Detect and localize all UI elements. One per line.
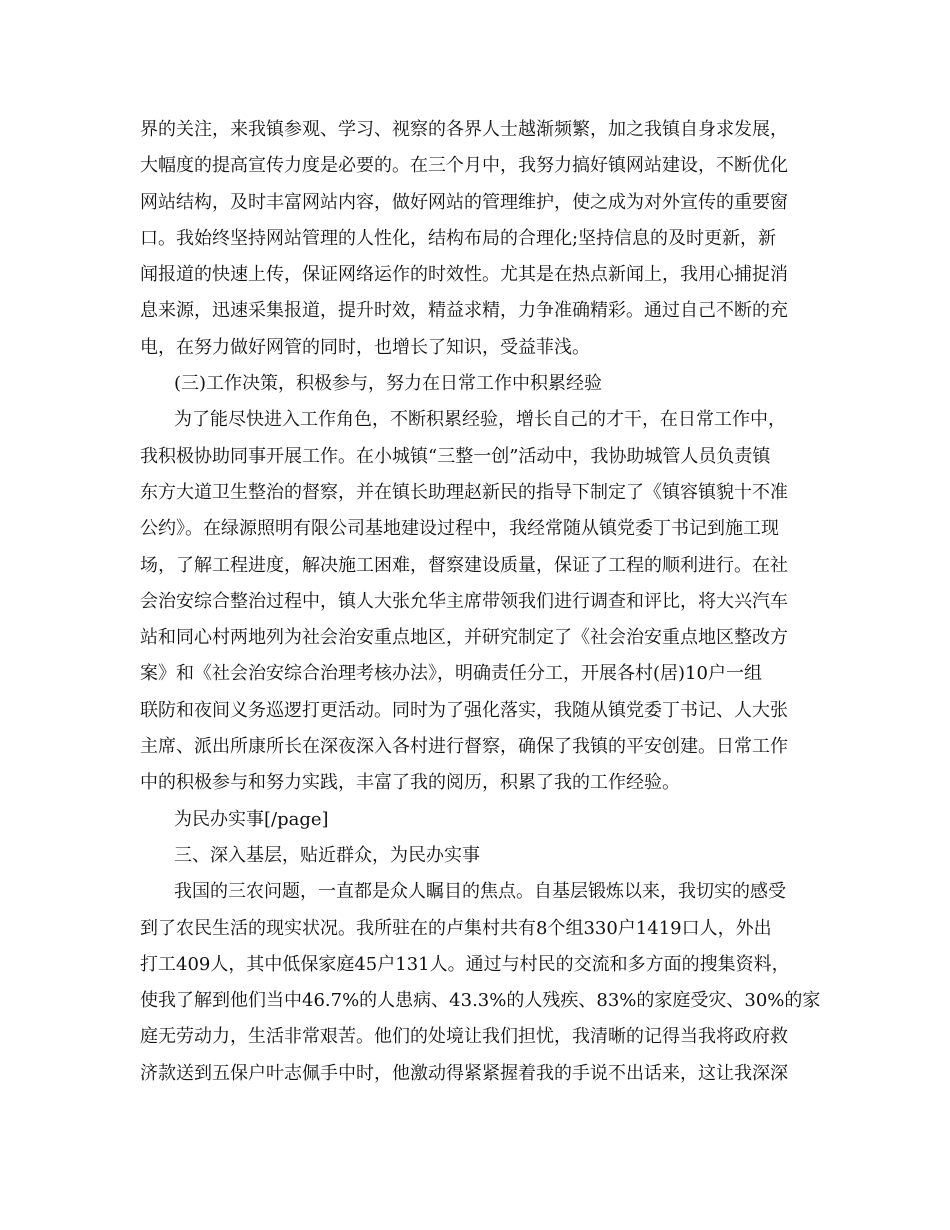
paragraph-line: 东方大道卫生整治的督察，并在镇长助理赵新民的指导下制定了《镇容镇貌十不准 bbox=[140, 481, 788, 503]
paragraph-line: 中的积极参与和努力实践，丰富了我的阅历，积累了我的工作经验。 bbox=[140, 772, 680, 794]
paragraph-line: 为了能尽快进入工作角色，不断积累经验，增长自己的才干，在日常工作中， bbox=[174, 409, 786, 431]
paragraph-line: 济款送到五保户叶志佩手中时，他激动得紧紧握着我的手说不出话来，这让我深深 bbox=[140, 1062, 788, 1084]
paragraph-line: 主席、派出所康所长在深夜深入各村进行督察，确保了我镇的平安创建。日常工作 bbox=[140, 736, 788, 758]
paragraph-line: 闻报道的快速上传，保证网络运作的时效性。尤其是在热点新闻上，我用心捕捉消 bbox=[140, 264, 788, 286]
paragraph-line: 场，了解工程进度，解决施工困难，督察建设质量，保证了工程的顺利进行。在社 bbox=[140, 554, 788, 576]
paragraph-line: 我国的三农问题，一直都是众人瞩目的焦点。自基层锻炼以来，我切实的感受 bbox=[174, 881, 786, 903]
paragraph-line: 联防和夜间义务巡逻打更活动。同时为了强化落实，我随从镇党委丁书记、人大张 bbox=[140, 699, 788, 721]
paragraph-line: 大幅度的提高宣传力度是必要的。在三个月中，我努力搞好镇网站建设，不断优化 bbox=[140, 155, 788, 177]
paragraph-line: 庭无劳动力，生活非常艰苦。他们的处境让我们担忧，我清晰的记得当我将政府救 bbox=[140, 1026, 788, 1048]
paragraph-line: 到了农民生活的现实状况。我所驻在的卢集村共有8个组330户1419口人，外出 bbox=[140, 917, 772, 939]
paragraph-line: 息来源，迅速采集报道，提升时效，精益求精，力争准确精彩。通过自己不断的充 bbox=[140, 300, 788, 322]
paragraph-line: 电，在努力做好网管的同时，也增长了知识，受益菲浅。 bbox=[140, 336, 590, 358]
paragraph-line: 站和同心村两地列为社会治安重点地区，并研究制定了《社会治安重点地区整改方 bbox=[140, 627, 788, 649]
paragraph-line: 三、深入基层，贴近群众，为民办实事 bbox=[174, 844, 480, 866]
paragraph-line: 为民办实事[/page] bbox=[174, 808, 329, 830]
document-body bbox=[140, 112, 820, 1092]
paragraph-line: 公约》。在绿源照明有限公司基地建设过程中，我经常随从镇党委丁书记到施工现 bbox=[140, 518, 779, 540]
paragraph-line: 会治安综合整治过程中，镇人大张允华主席带领我们进行调查和评比，将大兴汽车 bbox=[140, 590, 788, 612]
paragraph-line: 界的关注，来我镇参观、学习、视察的各界人士越渐频繁，加之我镇自身求发展， bbox=[140, 119, 788, 140]
paragraph-line: 口。我始终坚持网站管理的人性化，结构布局的合理化;坚持信息的及时更新，新 bbox=[140, 227, 777, 249]
paragraph-line: 打工409人，其中低保家庭45户131人。通过与村民的交流和多方面的搜集资料， bbox=[140, 953, 790, 975]
paragraph-line: 使我了解到他们当中46.7%的人患病、43.3%的人残疾、83%的家庭受灾、30%的家 bbox=[140, 990, 821, 1012]
paragraph-line: (三)工作决策，积极参与，努力在日常工作中积累经验 bbox=[174, 373, 603, 395]
paragraph-line: 网站结构，及时丰富网站内容，做好网站的管理维护，使之成为对外宣传的重要窗 bbox=[140, 191, 788, 213]
paragraph-line: 案》和《社会治安综合治理考核办法》，明确责任分工，开展各村(居)10户一组 bbox=[140, 663, 762, 685]
paragraph-line: 我积极协助同事开展工作。在小城镇“三整一创”活动中，我协助城管人员负责镇 bbox=[140, 445, 771, 467]
